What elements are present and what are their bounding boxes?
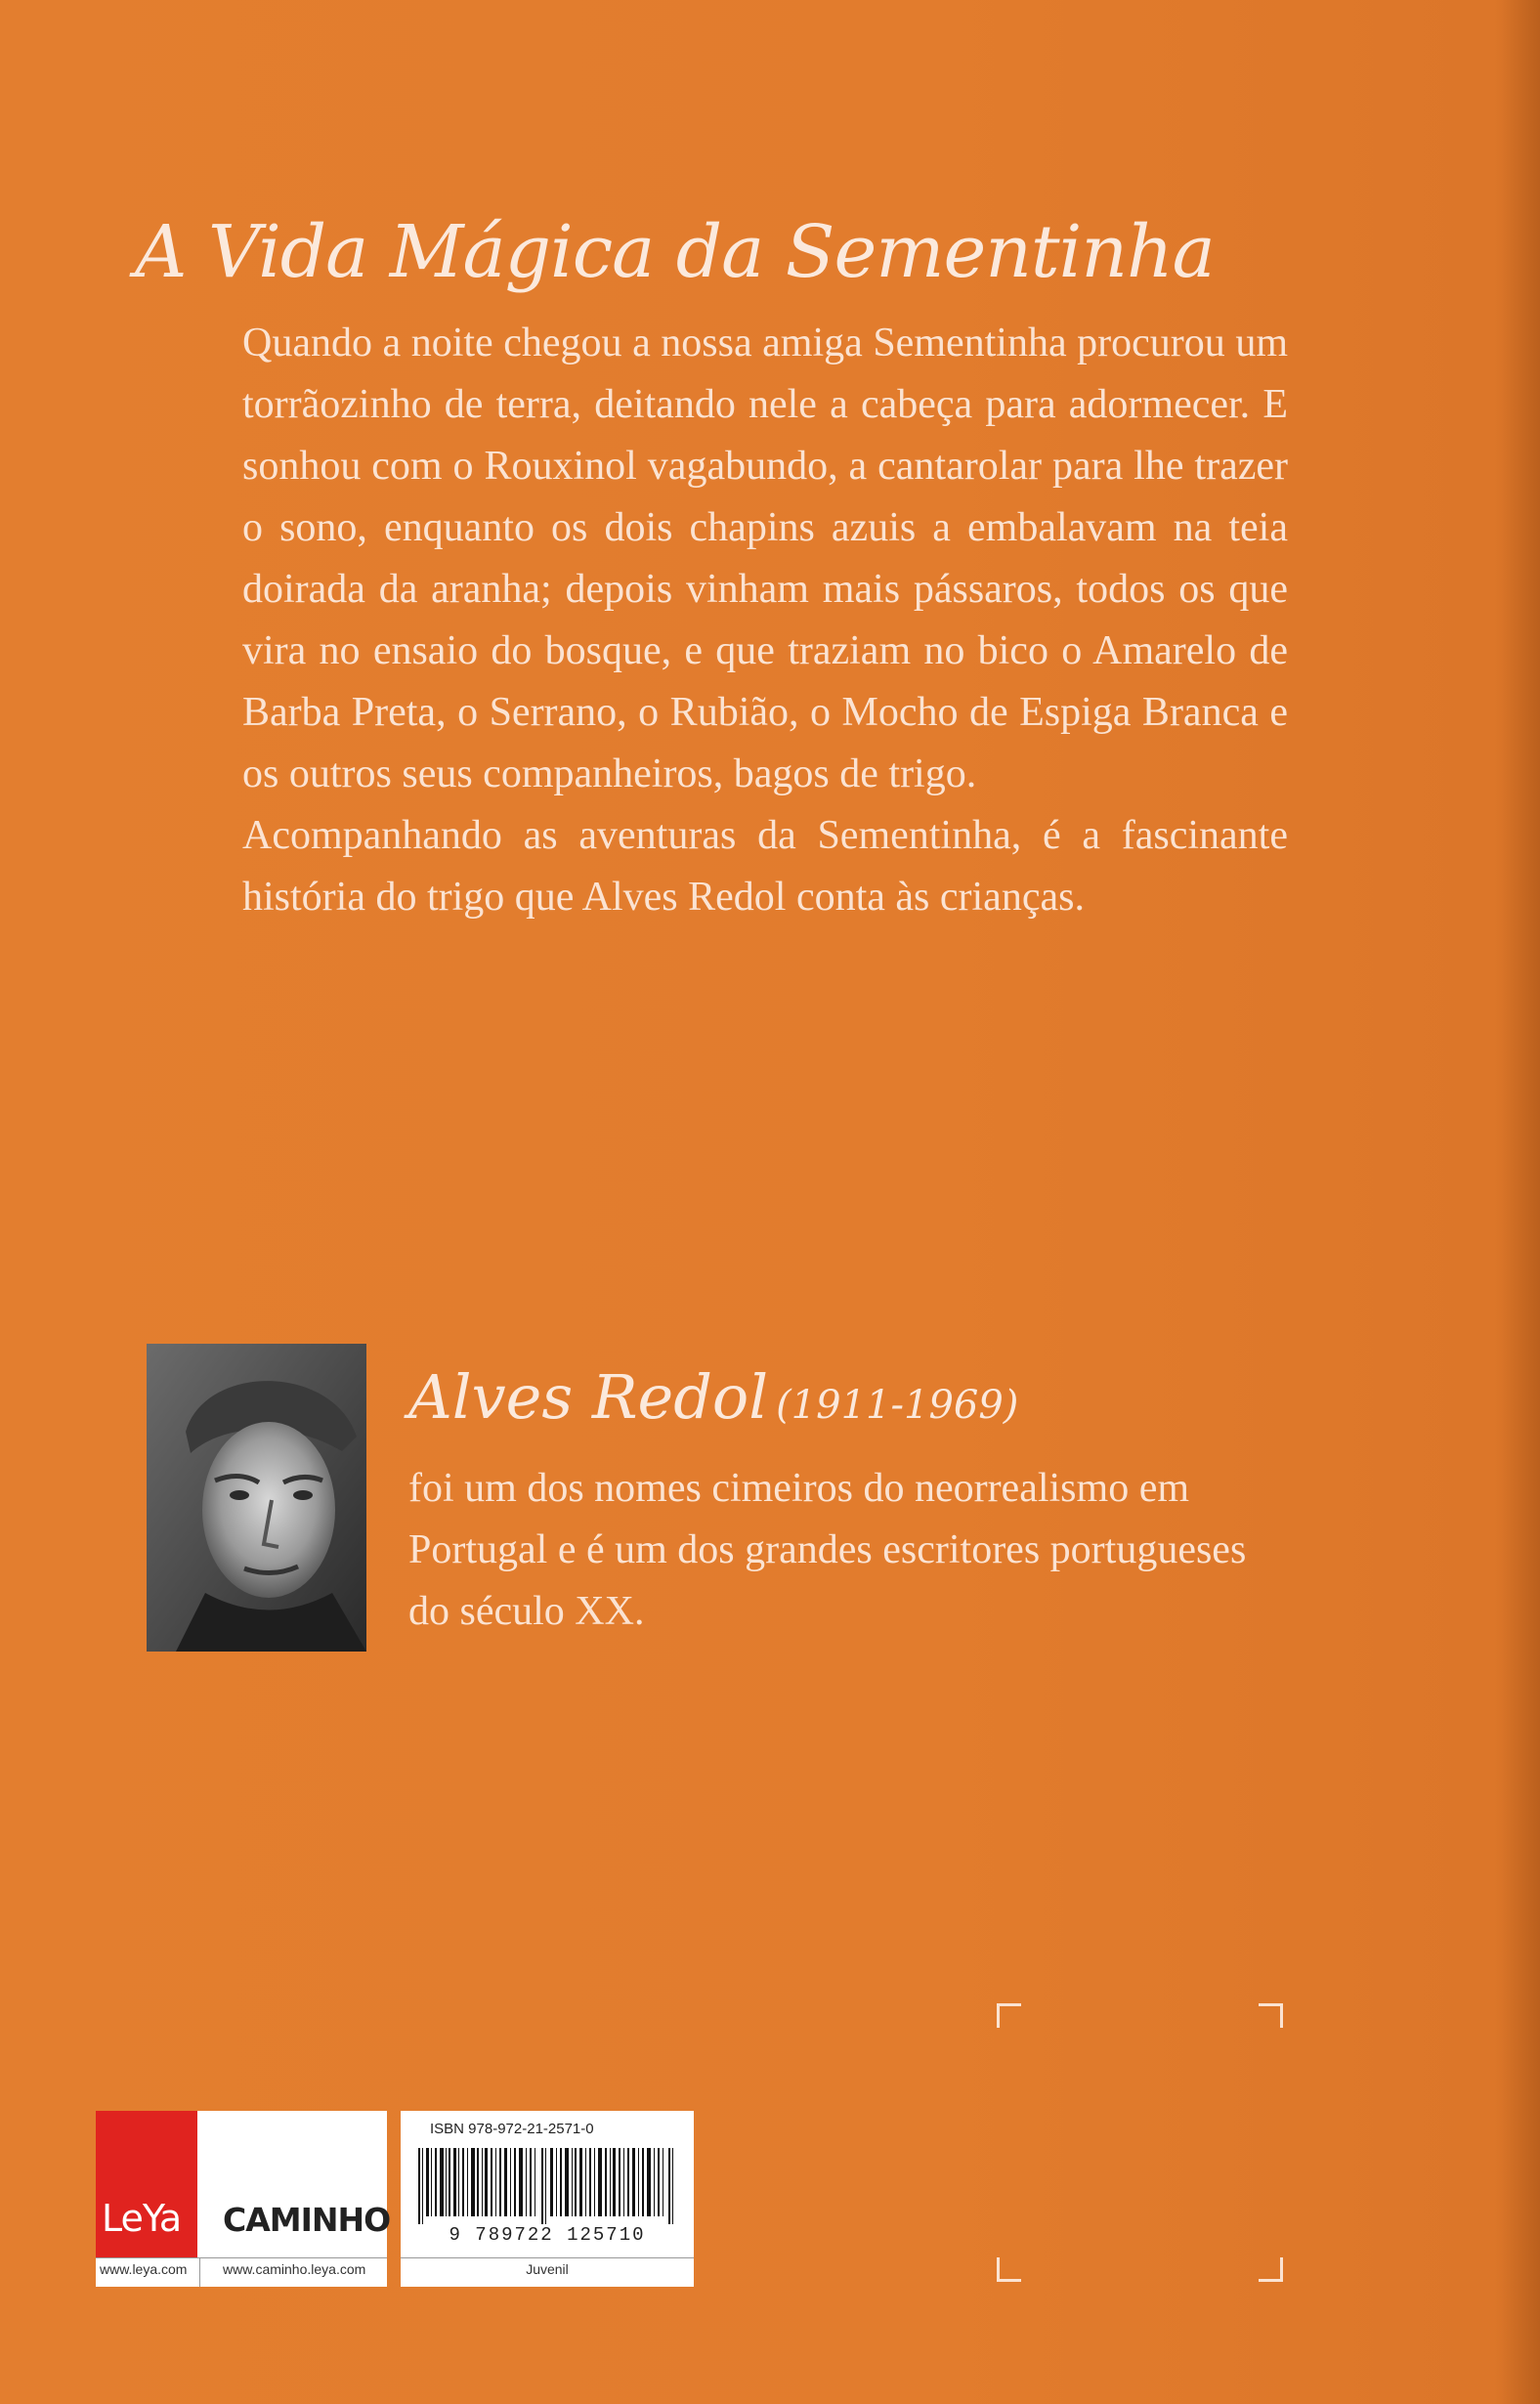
leya-logo-text: LeYa xyxy=(102,2197,182,2240)
author-dates: (1911-1969) xyxy=(776,1383,1019,1428)
author-heading xyxy=(408,1361,1018,1433)
synopsis xyxy=(242,313,1288,928)
author-bio: foi um dos nomes cimeiros do neorrealismo em Portugal e é um dos grandes escritores portugueses do século XX. xyxy=(408,1466,1247,1634)
spine-shadow xyxy=(1501,0,1540,2404)
barcode-panel xyxy=(401,2111,694,2287)
publisher-logos xyxy=(96,2111,391,2287)
genre-label: Juvenil xyxy=(526,2261,569,2277)
divider xyxy=(199,2257,200,2287)
corner-mark-top-left xyxy=(997,2003,1021,2028)
caminho-logo: CAMINHO xyxy=(223,2201,391,2239)
divider xyxy=(401,2257,694,2258)
isbn-label: ISBN 978-972-21-2571-0 xyxy=(430,2121,594,2137)
author-photo xyxy=(147,1344,366,1652)
corner-mark-bottom-left xyxy=(997,2257,1021,2282)
corner-mark-top-right xyxy=(1259,2003,1283,2028)
barcode-icon xyxy=(414,2148,680,2224)
caminho-url: www.caminho.leya.com xyxy=(223,2261,366,2277)
book-title: A Vida Mágica da Sementinha xyxy=(135,210,1215,294)
divider xyxy=(96,2257,387,2258)
barcode-digits: 9 789722 125710 xyxy=(449,2224,646,2246)
synopsis-paragraph-2: Acompanhando as aventuras da Sementinha, é a fascinante história do trigo que Alves Redol conta às crianças. xyxy=(242,813,1288,920)
corner-mark-bottom-right xyxy=(1259,2257,1283,2282)
leya-url: www.leya.com xyxy=(100,2261,188,2277)
leya-logo xyxy=(96,2111,197,2257)
author-name: Alves Redol xyxy=(408,1361,769,1433)
author-portrait-icon xyxy=(147,1344,366,1652)
synopsis-paragraph-1: Quando a noite chegou a nossa amiga Sementinha procurou um torrãozinho de terra, deitando nele a cabeça para adormecer. E sonhou com o Rouxinol vagabundo, a cantarolar para lhe trazer o sono, enquanto os dois chapins azuis a embalavam na teia doirada da aranha; depois vinham mais pássaros, todos os que vira no ensaio do bosque, e que traziam no bico o Amarelo de Barba Preta, o Serrano, o Rubião, o Mocho de Espiga Branca e os outros seus companheiros, bagos de trigo. xyxy=(242,321,1288,796)
